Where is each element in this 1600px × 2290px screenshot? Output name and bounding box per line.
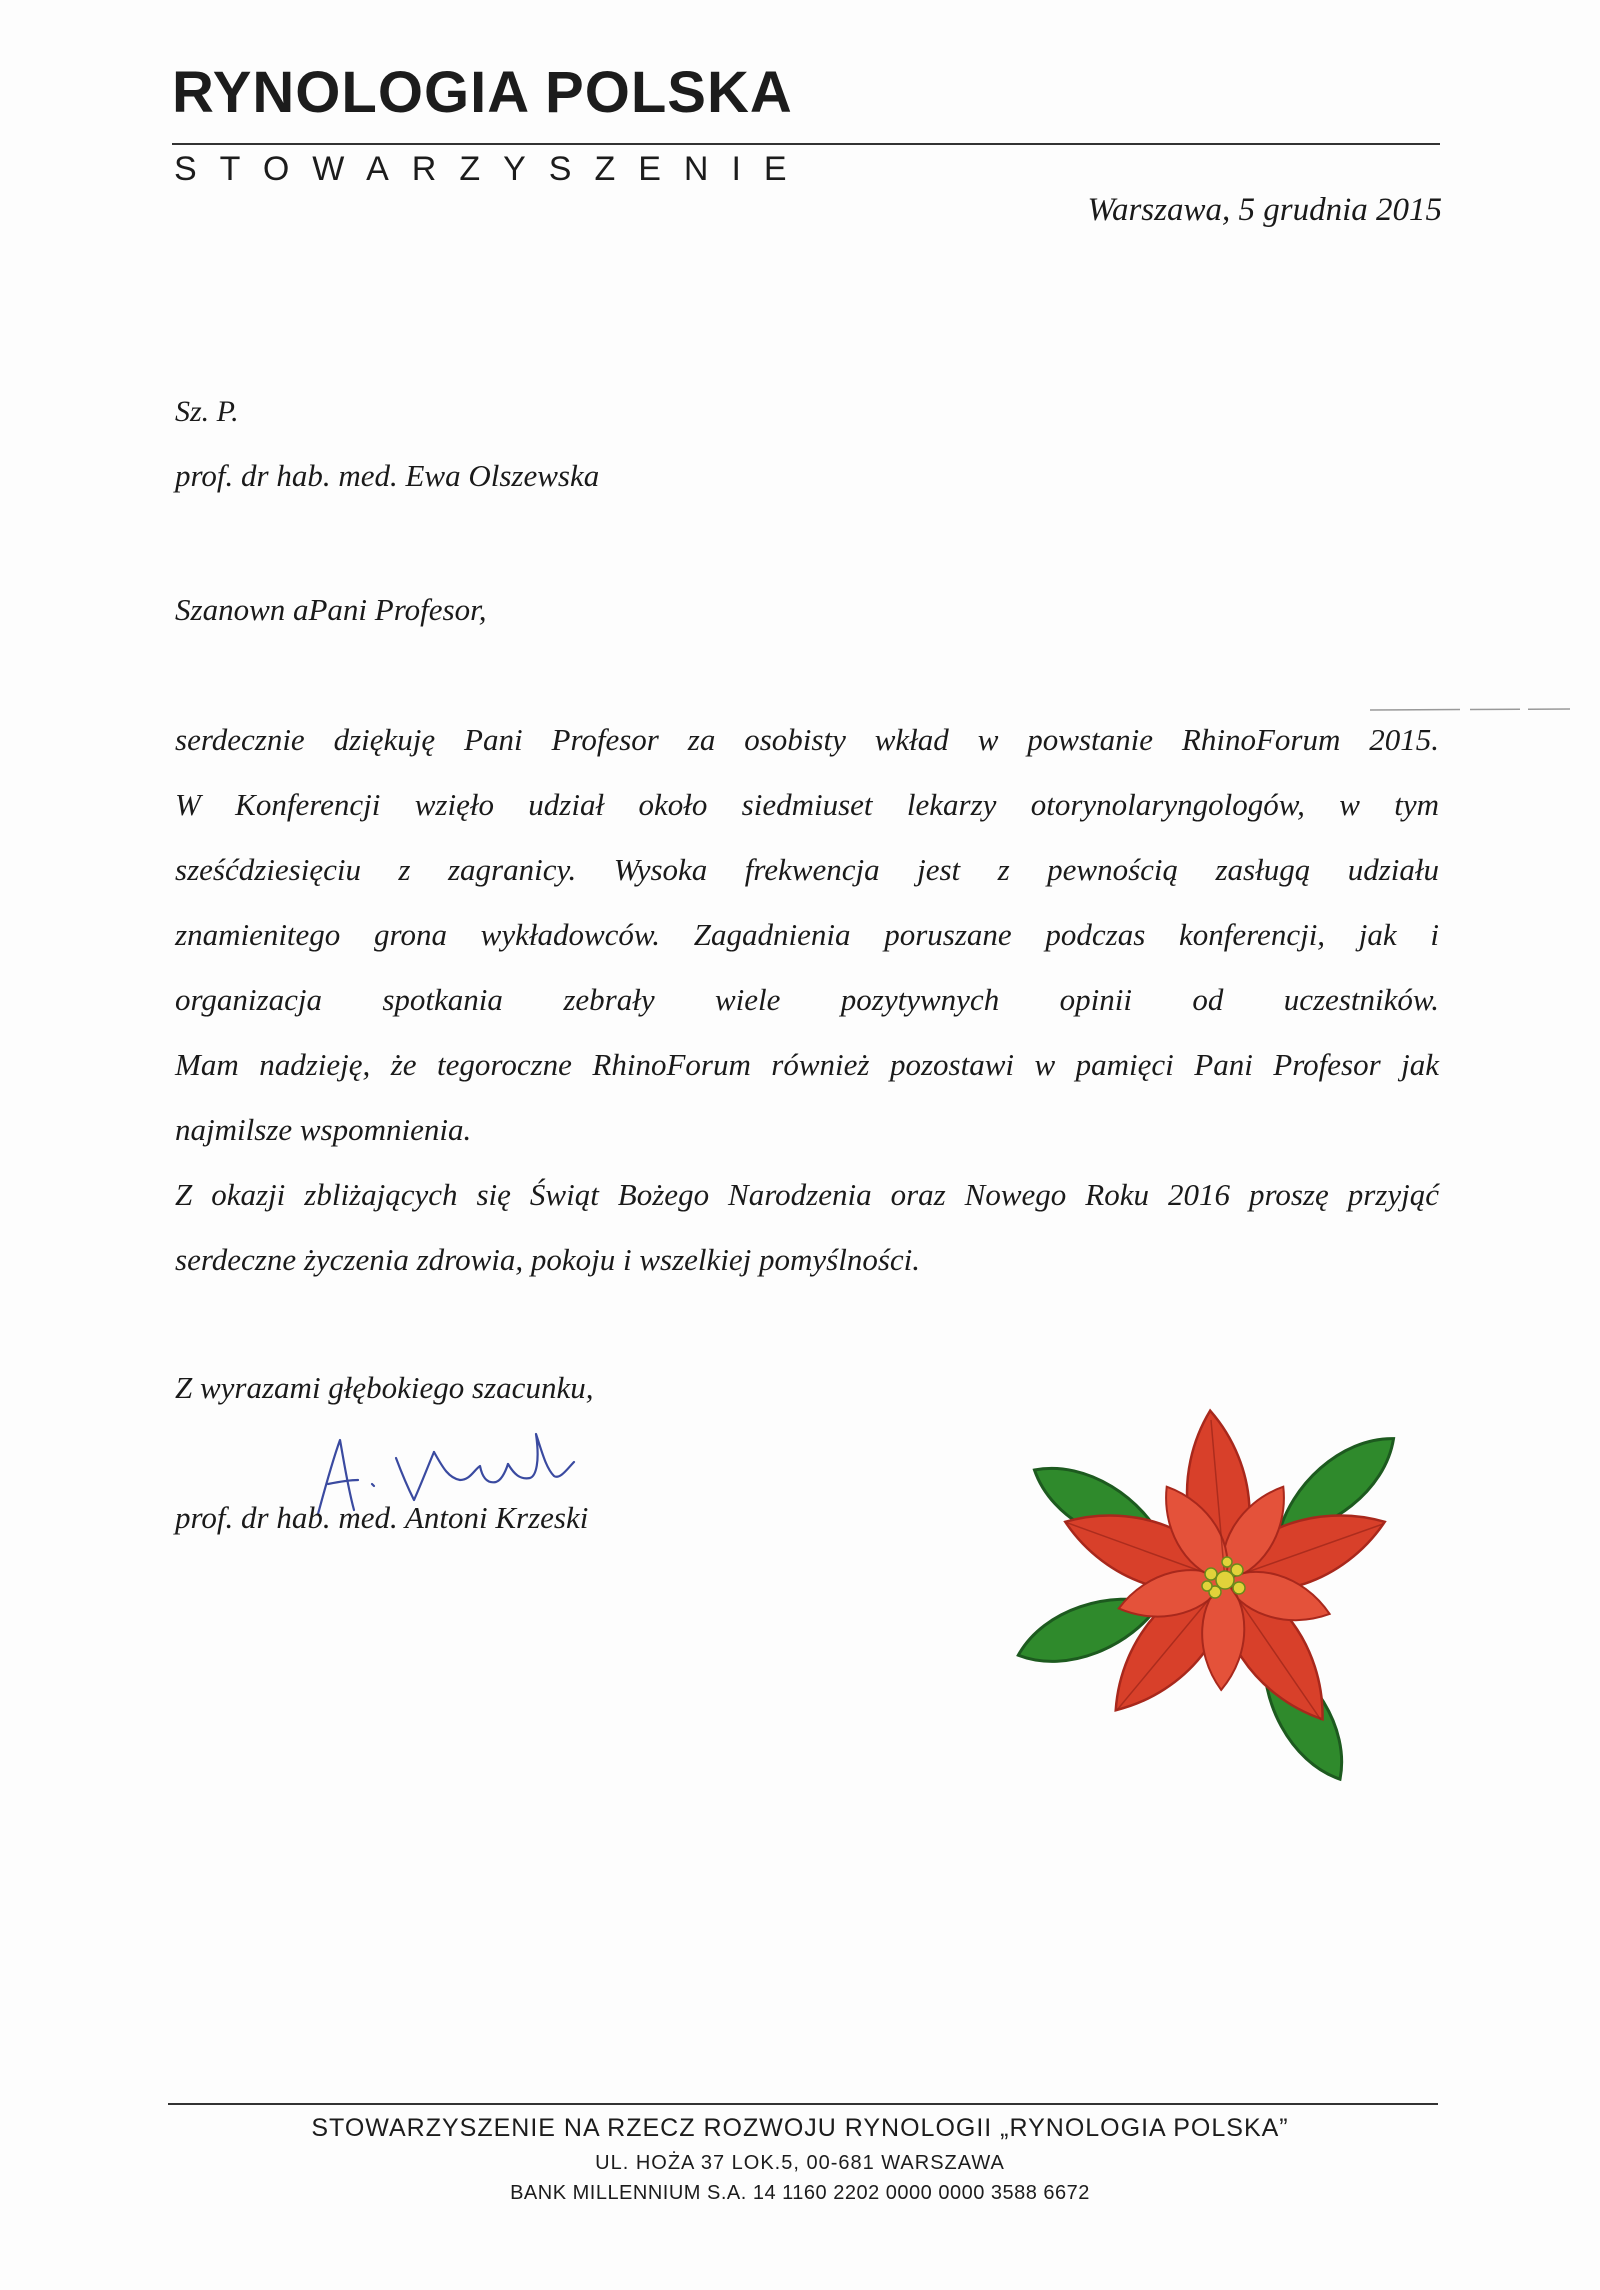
- body-line: organizacja spotkania zebrały wiele pozytywnych opinii od uczestników.: [175, 982, 1439, 1017]
- recipient-name: prof. dr hab. med. Ewa Olszewska: [175, 458, 600, 493]
- header-divider: [172, 143, 1440, 145]
- body-line: Mam nadzieję, że tegoroczne RhinoForum również pozostawi w pamięci Pani Profesor jak: [175, 1047, 1439, 1082]
- organization-subtitle: STOWARZYSZENIE: [174, 150, 810, 188]
- letter-body: [175, 718, 1439, 1303]
- body-line: sześćdziesięciu z zagranicy. Wysoka frekwencja jest z pewnością zasługą udziału: [175, 852, 1439, 887]
- body-line: Z okazji zbliżających się Świąt Bożego Narodzenia oraz Nowego Roku 2016 proszę przyjąć: [175, 1177, 1439, 1212]
- footer-bank-account: BANK MILLENNIUM S.A. 14 1160 2202 0000 0000 3588 6672: [510, 2182, 1090, 2204]
- body-line: najmilsze wspomnienia.: [175, 1112, 472, 1147]
- organization-name: RYNOLOGIA POLSKA: [172, 60, 793, 125]
- closing-phrase: Z wyrazami głębokiego szacunku,: [175, 1370, 594, 1405]
- signer-name: prof. dr hab. med. Antoni Krzeski: [175, 1500, 589, 1535]
- footer-address: UL. HOŻA 37 LOK.5, 00-681 WARSZAWA: [595, 2152, 1005, 2174]
- footer-divider: [168, 2103, 1438, 2105]
- scan-artifact-line: [1370, 700, 1570, 706]
- poinsettia-illustration: [980, 1345, 1470, 1815]
- body-line: W Konferencji wzięło udział około siedmiuset lekarzy otorynolaryngologów, w tym: [175, 787, 1439, 822]
- recipient-prefix: Sz. P.: [175, 395, 239, 428]
- body-line: serdecznie dziękuję Pani Profesor za osobisty wkład w powstanie RhinoForum 2015.: [175, 722, 1439, 757]
- footer-organization: STOWARZYSZENIE NA RZECZ ROZWOJU RYNOLOGII „RYNOLOGIA POLSKA”: [311, 2114, 1289, 2142]
- body-line: serdeczne życzenia zdrowia, pokoju i wszelkiej pomyślności.: [175, 1242, 921, 1277]
- body-line: znamienitego grona wykładowców. Zagadnienia poruszane podczas konferencji, jak i: [175, 917, 1439, 952]
- letter-date: Warszawa, 5 grudnia 2015: [1087, 192, 1442, 228]
- salutation: Szanown aPani Profesor,: [175, 592, 487, 627]
